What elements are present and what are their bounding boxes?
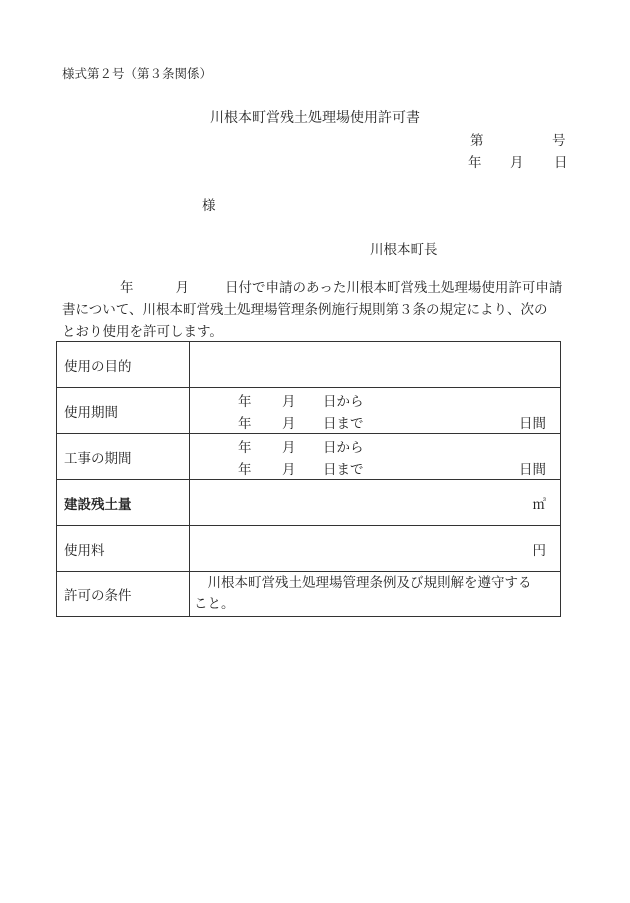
issue-date-year: 年	[468, 155, 482, 171]
label-construction-period: 工事の期間	[57, 434, 190, 480]
period-days-unit: 日間	[519, 416, 546, 432]
label-conditions: 許可の条件	[57, 572, 190, 617]
body-line-1	[62, 277, 567, 299]
permit-number-suffix: 号	[552, 133, 566, 149]
value-conditions	[190, 572, 561, 617]
construction-days-unit: 日間	[519, 462, 546, 478]
permit-body	[62, 277, 567, 343]
conditions-text-line-2: こと。	[194, 596, 235, 612]
value-purpose	[190, 342, 561, 388]
value-fee	[190, 526, 561, 572]
table-row-purpose	[57, 342, 561, 388]
period-to-month: 月	[282, 416, 296, 432]
body-line-1-text: 日付で申請のあった川根本町営残土処理場使用許可申請	[225, 280, 563, 296]
label-fee: 使用料	[57, 526, 190, 572]
value-period	[190, 388, 561, 434]
value-soil-volume	[190, 480, 561, 526]
body-date-year: 年	[120, 280, 134, 296]
recipient-suffix: 様	[202, 198, 216, 214]
construction-from-month: 月	[282, 440, 296, 456]
label-purpose: 使用の目的	[57, 342, 190, 388]
label-period: 使用期間	[57, 388, 190, 434]
body-date-month: 月	[175, 280, 189, 296]
permit-details-table	[56, 341, 561, 617]
period-from-day: 日から	[323, 394, 364, 410]
fee-unit: 円	[532, 543, 546, 559]
conditions-text-line-1: 川根本町営残土処理場管理条例及び規則解を遵守する	[194, 575, 532, 591]
value-construction-period	[190, 434, 561, 480]
table-row-fee	[57, 526, 561, 572]
construction-to-year: 年	[238, 462, 252, 478]
table-row-construction-period	[57, 434, 561, 480]
table-row-soil-volume	[57, 480, 561, 526]
period-from-year: 年	[238, 394, 252, 410]
issuer-name: 川根本町長	[370, 242, 438, 258]
construction-to-month: 月	[282, 462, 296, 478]
table-row-period	[57, 388, 561, 434]
period-to-year: 年	[238, 416, 252, 432]
document-title: 川根本町営残土処理場使用許可書	[210, 110, 420, 126]
construction-from-year: 年	[238, 440, 252, 456]
construction-to-day: 日まで	[323, 462, 364, 478]
permit-number-prefix: 第	[470, 133, 484, 149]
table-row-conditions	[57, 572, 561, 617]
period-to-day: 日まで	[323, 416, 364, 432]
issue-date-day: 日	[554, 155, 568, 171]
body-line-3: とおり使用を許可します。	[62, 324, 223, 340]
form-number: 様式第２号（第３条関係）	[62, 66, 213, 81]
body-line-2: 書について、川根本町営残土処理場管理条例施行規則第３条の規定により、次の	[62, 302, 548, 318]
soil-volume-unit: ㎥	[532, 497, 546, 513]
issue-date-month: 月	[510, 155, 524, 171]
label-soil-volume: 建設残土量	[57, 480, 190, 526]
construction-from-day: 日から	[323, 440, 364, 456]
period-from-month: 月	[282, 394, 296, 410]
